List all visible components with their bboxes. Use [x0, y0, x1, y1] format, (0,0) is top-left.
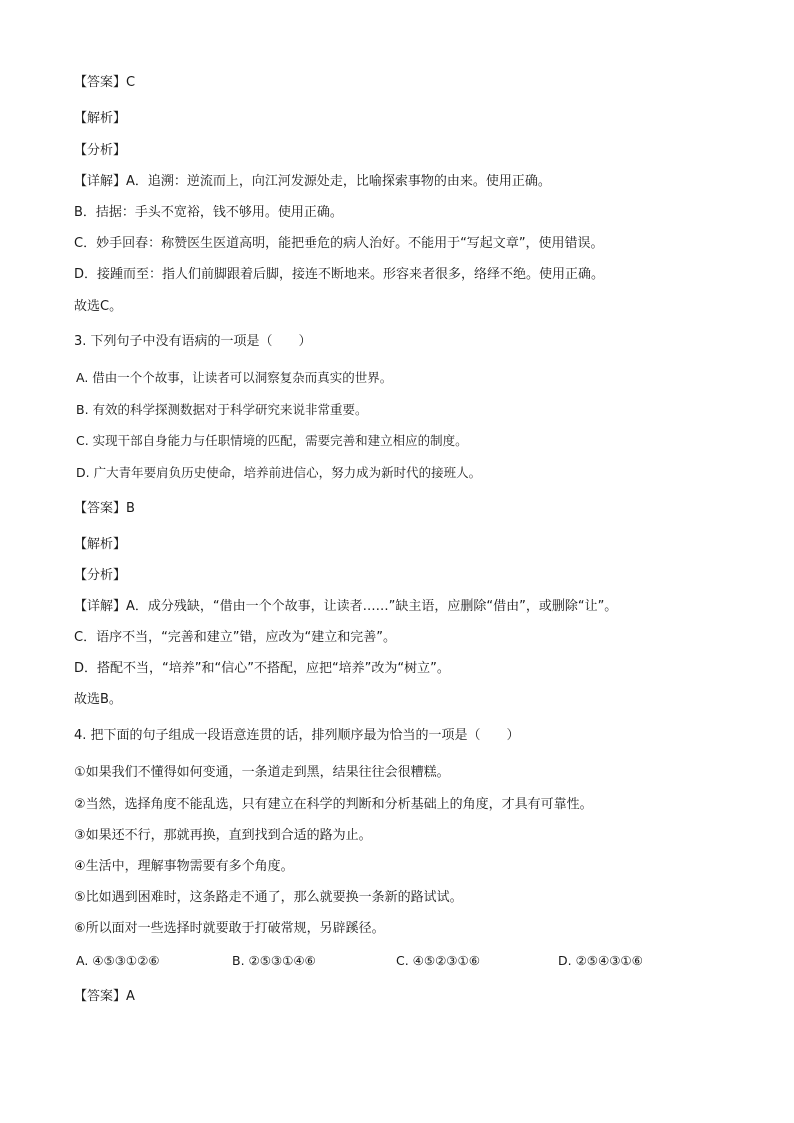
q3-analysis-heading: 【解析】 — [74, 537, 127, 552]
q4-option-c: C. ④⑤②③①⑥ — [396, 953, 480, 968]
q2-detail-b: B．拮据：手头不宽裕，钱不够用。使用正确。 — [74, 205, 343, 220]
q3-option-b: B. 有效的科学探测数据对于科学研究来说非常重要。 — [76, 402, 368, 417]
q3-option-d: D. 广大青年要肩负历史使命，培养前进信心，努力成为新时代的接班人。 — [76, 465, 482, 480]
q4-options — [76, 952, 716, 970]
q2-detail-c: C．妙手回春：称赞医生医道高明，能把垂危的病人治好。不能用于“写起文章”，使用错误。 — [74, 236, 604, 251]
q3-option-a: A. 借由一个个故事，让读者可以洞察复杂而真实的世界。 — [76, 370, 393, 385]
q4-option-d: D. ②⑤④③①⑥ — [558, 953, 643, 968]
q4-option-b: B. ②⑤③①④⑥ — [232, 953, 316, 968]
q2-analysis-heading: 【解析】 — [74, 111, 127, 126]
q2-detail-d: D．接踵而至：指人们前脚跟着后脚，接连不断地来。形容来者很多，络绎不绝。使用正确。 — [74, 267, 605, 282]
q4-stem: 4. 把下面的句子组成一段语意连贯的话，排列顺序最为恰当的一项是（ ） — [74, 728, 520, 743]
q4-sentence-2: ②当然，选择角度不能乱选，只有建立在科学的判断和分析基础上的角度，才具有可靠性。 — [74, 797, 593, 812]
q2-detail-a: 【详解】A．追溯：逆流而上，向江河发源处走，比喻探索事物的由来。使用正确。 — [74, 174, 551, 189]
q3-option-c: C. 实现干部自身能力与任职情境的匹配，需要完善和建立相应的制度。 — [76, 433, 468, 448]
q4-sentence-3: ③如果还不行，那就再换，直到找到合适的路为止。 — [74, 828, 372, 843]
q3-detail-c: C．语序不当，“完善和建立”错，应改为“建立和完善”。 — [74, 630, 397, 645]
q4-sentence-5: ⑤比如遇到困难时，这条路走不通了，那么就要换一条新的路试试。 — [74, 890, 463, 905]
q4-sentence-4: ④生活中，理解事物需要有多个角度。 — [74, 859, 294, 874]
q3-answer: 【答案】B — [74, 501, 135, 516]
q3-conclusion: 故选B。 — [74, 692, 122, 707]
q3-detail-a: 【详解】A．成分残缺，“借由一个个故事，让读者……”缺主语，应删除“借由”，或删除“让”。 — [74, 599, 618, 614]
q3-detail-d: D．搭配不当，“培养”和“信心”不搭配，应把“培养”改为“树立”。 — [74, 661, 450, 676]
q3-analysis-subheading: 【分析】 — [74, 568, 127, 583]
q3-stem: 3. 下列句子中没有语病的一项是（ ） — [74, 334, 312, 349]
q2-analysis-subheading: 【分析】 — [74, 143, 127, 158]
q2-conclusion: 故选C。 — [74, 299, 123, 314]
q4-sentence-6: ⑥所以面对一些选择时就要敢于打破常规，另辟蹊径。 — [74, 921, 385, 936]
q4-option-a: A. ④⑤③①②⑥ — [76, 953, 160, 968]
q2-answer: 【答案】C — [74, 75, 136, 90]
q4-sentence-1: ①如果我们不懂得如何变通，一条道走到黑，结果往往会很糟糕。 — [74, 765, 450, 780]
q4-answer: 【答案】A — [74, 989, 135, 1004]
